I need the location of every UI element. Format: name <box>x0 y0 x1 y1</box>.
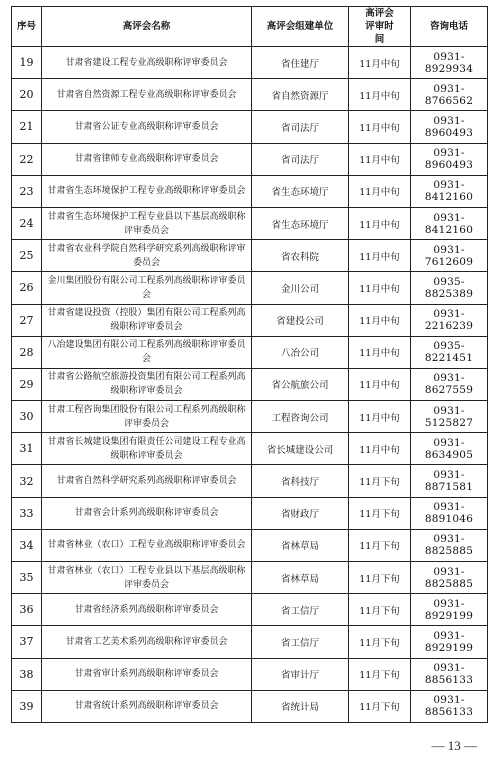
cell-time: 11月中旬 <box>349 401 411 433</box>
cell-unit: 省公航旅公司 <box>252 368 349 400</box>
table-header-row <box>12 7 488 47</box>
cell-phone: 0935-8825389 <box>411 272 488 304</box>
cell-name: 甘肃省自然资源工程专业高级职称评审委员会 <box>42 79 252 111</box>
cell-unit: 省科技厅 <box>252 465 349 497</box>
cell-name: 甘肃省审计系列高级职称评审委员会 <box>42 658 252 690</box>
cell-name: 甘肃省林业（农口）工程专业高级职称评审委员会 <box>42 529 252 561</box>
cell-time: 11月中旬 <box>349 240 411 272</box>
cell-unit: 省林草局 <box>252 562 349 594</box>
cell-phone: 0931-8856133 <box>411 658 488 690</box>
cell-time: 11月中旬 <box>349 111 411 143</box>
cell-seq: 27 <box>12 304 42 336</box>
cell-seq: 39 <box>12 690 42 722</box>
cell-unit: 八冶公司 <box>252 336 349 368</box>
cell-time: 11月中旬 <box>349 433 411 465</box>
table-row <box>12 562 488 594</box>
cell-seq: 21 <box>12 111 42 143</box>
table-row <box>12 79 488 111</box>
cell-phone: 0931-8871581 <box>411 465 488 497</box>
cell-seq: 26 <box>12 272 42 304</box>
cell-time: 11月下旬 <box>349 690 411 722</box>
cell-unit: 省司法厅 <box>252 143 349 175</box>
cell-name: 甘肃省建设工程专业高级职称评审委员会 <box>42 47 252 79</box>
cell-time: 11月下旬 <box>349 562 411 594</box>
cell-time: 11月下旬 <box>349 465 411 497</box>
cell-unit: 省审计厅 <box>252 658 349 690</box>
cell-unit: 省林草局 <box>252 529 349 561</box>
cell-time: 11月中旬 <box>349 207 411 239</box>
page-number: — 13 — <box>431 738 477 753</box>
cell-time: 11月下旬 <box>349 529 411 561</box>
table-row <box>12 497 488 529</box>
cell-name: 甘肃省会计系列高级职称评审委员会 <box>42 497 252 529</box>
cell-seq: 22 <box>12 143 42 175</box>
cell-name: 八冶建设集团有限公司工程系列高级职称评审委员会 <box>42 336 252 368</box>
cell-time: 11月下旬 <box>349 594 411 626</box>
cell-phone: 0931-5125827 <box>411 401 488 433</box>
cell-unit: 省工信厅 <box>252 594 349 626</box>
cell-time: 11月中旬 <box>349 175 411 207</box>
cell-name: 甘肃省律师专业高级职称评审委员会 <box>42 143 252 175</box>
cell-seq: 33 <box>12 497 42 529</box>
cell-seq: 20 <box>12 79 42 111</box>
table-row <box>12 111 488 143</box>
cell-unit: 省财政厅 <box>252 497 349 529</box>
cell-phone: 0931-2216239 <box>411 304 488 336</box>
cell-seq: 35 <box>12 562 42 594</box>
cell-time: 11月中旬 <box>349 336 411 368</box>
cell-unit: 省建投公司 <box>252 304 349 336</box>
table-row <box>12 304 488 336</box>
cell-phone: 0931-8825885 <box>411 562 488 594</box>
cell-phone: 0931-8929199 <box>411 594 488 626</box>
cell-name: 甘肃省工艺美术系列高级职称评审委员会 <box>42 626 252 658</box>
cell-name: 甘肃省公证专业高级职称评审委员会 <box>42 111 252 143</box>
table-row <box>12 594 488 626</box>
cell-name: 甘肃省统计系列高级职称评审委员会 <box>42 690 252 722</box>
table-row <box>12 626 488 658</box>
cell-seq: 34 <box>12 529 42 561</box>
cell-phone: 0931-8856133 <box>411 690 488 722</box>
cell-phone: 0931-8412160 <box>411 207 488 239</box>
cell-unit: 省统计局 <box>252 690 349 722</box>
cell-seq: 25 <box>12 240 42 272</box>
table-row <box>12 272 488 304</box>
table-row <box>12 690 488 722</box>
cell-phone: 0931-8412160 <box>411 175 488 207</box>
header-phone: 咨询电话 <box>411 7 488 47</box>
cell-phone: 0931-8960493 <box>411 111 488 143</box>
cell-time: 11月中旬 <box>349 304 411 336</box>
table-row <box>12 465 488 497</box>
cell-seq: 29 <box>12 368 42 400</box>
table-row <box>12 240 488 272</box>
table-row <box>12 401 488 433</box>
header-unit: 高评会组建单位 <box>252 7 349 47</box>
cell-seq: 32 <box>12 465 42 497</box>
cell-name: 甘肃省自然科学研究系列高级职称评审委员会 <box>42 465 252 497</box>
cell-phone: 0931-8929199 <box>411 626 488 658</box>
cell-unit: 省长城建设公司 <box>252 433 349 465</box>
cell-time: 11月中旬 <box>349 143 411 175</box>
cell-time: 11月中旬 <box>349 79 411 111</box>
table-row <box>12 175 488 207</box>
cell-time: 11月下旬 <box>349 658 411 690</box>
cell-name: 甘肃省农业科学院自然科学研究系列高级职称评审委员会 <box>42 240 252 272</box>
table-row <box>12 368 488 400</box>
cell-phone: 0931-8825885 <box>411 529 488 561</box>
cell-unit: 省自然资源厅 <box>252 79 349 111</box>
table-row <box>12 207 488 239</box>
cell-unit: 省生态环境厅 <box>252 175 349 207</box>
table-row <box>12 143 488 175</box>
table-row <box>12 658 488 690</box>
cell-name: 甘肃省经济系列高级职称评审委员会 <box>42 594 252 626</box>
cell-phone: 0935-8221451 <box>411 336 488 368</box>
cell-seq: 23 <box>12 175 42 207</box>
cell-unit: 工程咨询公司 <box>252 401 349 433</box>
cell-phone: 0931-8891046 <box>411 497 488 529</box>
cell-name: 金川集团股份有限公司工程系列高级职称评审委员会 <box>42 272 252 304</box>
cell-unit: 省农科院 <box>252 240 349 272</box>
cell-phone: 0931-8766562 <box>411 79 488 111</box>
cell-name: 甘肃省建设投资（控股）集团有限公司工程系列高级职称评审委员会 <box>42 304 252 336</box>
cell-seq: 31 <box>12 433 42 465</box>
cell-seq: 24 <box>12 207 42 239</box>
committee-table <box>11 6 488 723</box>
table-row <box>12 433 488 465</box>
header-name: 高评会名称 <box>42 7 252 47</box>
cell-unit: 省生态环境厅 <box>252 207 349 239</box>
cell-seq: 28 <box>12 336 42 368</box>
cell-phone: 0931-8960493 <box>411 143 488 175</box>
cell-unit: 省工信厅 <box>252 626 349 658</box>
table-row <box>12 336 488 368</box>
cell-unit: 省司法厅 <box>252 111 349 143</box>
cell-time: 11月中旬 <box>349 47 411 79</box>
cell-time: 11月下旬 <box>349 497 411 529</box>
cell-seq: 19 <box>12 47 42 79</box>
cell-time: 11月中旬 <box>349 368 411 400</box>
cell-unit: 省住建厅 <box>252 47 349 79</box>
cell-seq: 30 <box>12 401 42 433</box>
header-time: 高评会评审时间 <box>349 7 411 47</box>
cell-phone: 0931-8634905 <box>411 433 488 465</box>
cell-name: 甘肃省林业（农口）工程专业县以下基层高级职称评审委员会 <box>42 562 252 594</box>
cell-phone: 0931-8627559 <box>411 368 488 400</box>
table-row <box>12 529 488 561</box>
cell-time: 11月下旬 <box>349 626 411 658</box>
header-seq: 序号 <box>12 7 42 47</box>
cell-name: 甘肃工程咨询集团股份有限公司工程系列高级职称评审委员会 <box>42 401 252 433</box>
cell-name: 甘肃省长城建设集团有限责任公司建设工程专业高级职称评审委员会 <box>42 433 252 465</box>
cell-unit: 金川公司 <box>252 272 349 304</box>
cell-time: 11月中旬 <box>349 272 411 304</box>
cell-seq: 37 <box>12 626 42 658</box>
table-row <box>12 47 488 79</box>
cell-phone: 0931-8929934 <box>411 47 488 79</box>
cell-name: 甘肃省生态环境保护工程专业县以下基层高级职称评审委员会 <box>42 207 252 239</box>
cell-name: 甘肃省公路航空旅游投资集团有限公司工程系列高级职称评审委员会 <box>42 368 252 400</box>
cell-seq: 36 <box>12 594 42 626</box>
cell-phone: 0931-7612609 <box>411 240 488 272</box>
cell-seq: 38 <box>12 658 42 690</box>
cell-name: 甘肃省生态环境保护工程专业高级职称评审委员会 <box>42 175 252 207</box>
